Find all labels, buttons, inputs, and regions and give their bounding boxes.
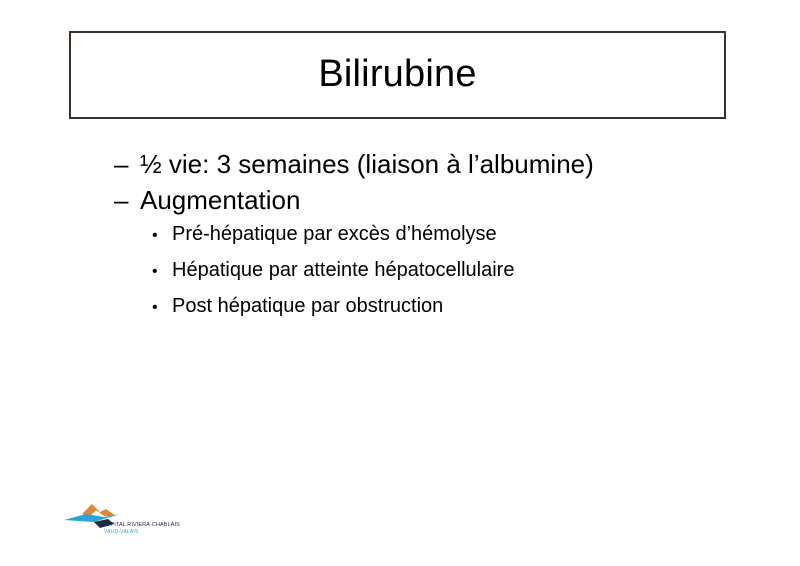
title-box [69,31,726,119]
slide-title: Bilirubine [318,52,477,95]
sub-list-item-text: Pré-hépatique par excès d’hémolyse [172,223,497,245]
sub-list-item-text: Hépatique par atteinte hépatocellulaire [172,259,515,281]
list-item-text: Augmentation [140,185,301,215]
slide-content [114,150,754,330]
hospital-logo [64,500,184,540]
bullet-marker: • [152,299,158,316]
list-item-text: ½ vie: 3 semaines (liaison à l’albumine) [140,149,594,179]
logo-text-region: VAUD-VALAIS [104,529,139,535]
sub-list-item-text: Post hépatique par obstruction [172,295,444,317]
dash-marker: – [114,149,129,179]
bullet-marker: • [152,227,158,244]
sub-list-item [152,258,754,282]
bullet-marker: • [152,263,158,280]
sub-list-item [152,294,754,318]
list-item [114,150,754,178]
list-item [114,186,754,214]
dash-marker: – [114,185,129,215]
sub-list-item [152,222,754,246]
logo-text-hospital: HÔPITAL RIVIERA-CHABLAIS [102,522,180,528]
